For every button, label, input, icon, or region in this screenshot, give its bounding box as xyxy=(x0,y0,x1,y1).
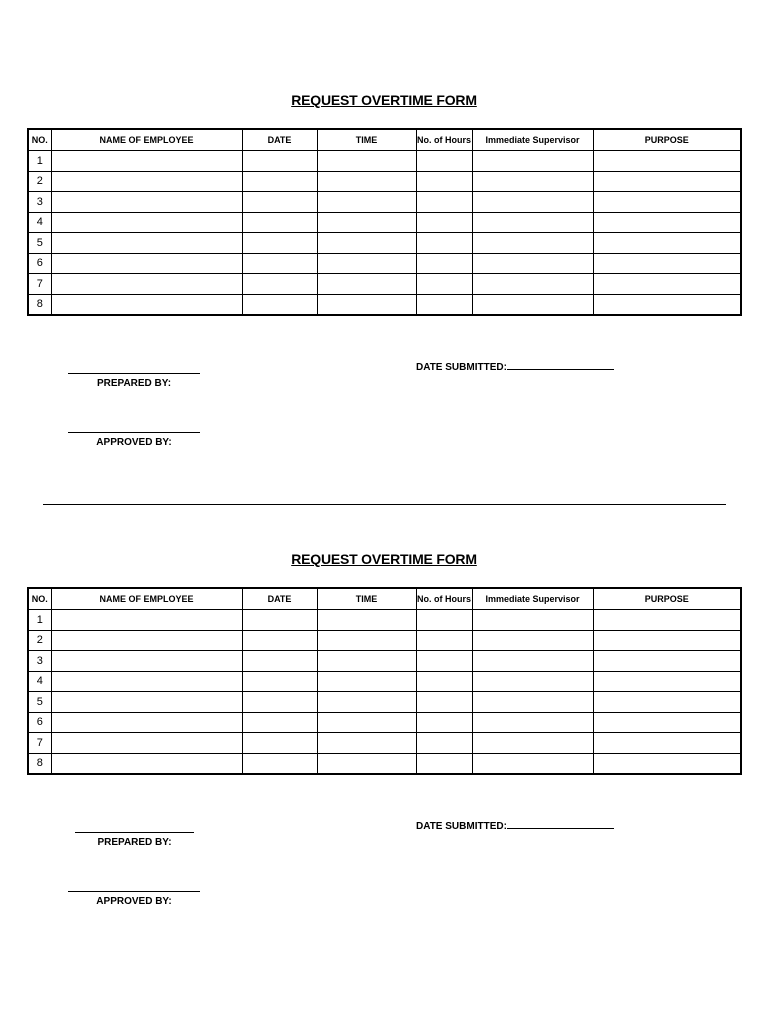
name-cell[interactable] xyxy=(51,712,242,733)
time-cell[interactable] xyxy=(317,753,416,774)
row-number: 2 xyxy=(28,630,51,651)
row-number: 6 xyxy=(28,712,51,733)
purpose-cell[interactable] xyxy=(593,253,741,274)
date-cell[interactable] xyxy=(242,192,317,213)
time-cell[interactable] xyxy=(317,630,416,651)
purpose-cell[interactable] xyxy=(593,733,741,754)
col-header-supervisor: Immediate Supervisor xyxy=(472,588,593,610)
table-row xyxy=(28,671,741,692)
table-row xyxy=(28,712,741,733)
supervisor-cell[interactable] xyxy=(472,274,593,295)
date-cell[interactable] xyxy=(242,692,317,713)
purpose-cell[interactable] xyxy=(593,171,741,192)
row-number: 6 xyxy=(28,253,51,274)
date-submitted-label: DATE SUBMITTED: xyxy=(416,362,507,373)
time-cell[interactable] xyxy=(317,712,416,733)
name-cell[interactable] xyxy=(51,671,242,692)
table-row xyxy=(28,171,741,192)
date-cell[interactable] xyxy=(242,671,317,692)
table-row xyxy=(28,253,741,274)
supervisor-cell[interactable] xyxy=(472,151,593,172)
supervisor-cell[interactable] xyxy=(472,610,593,631)
prepared-by-label: PREPARED BY: xyxy=(97,837,172,848)
supervisor-cell[interactable] xyxy=(472,253,593,274)
date-submitted-line[interactable] xyxy=(507,360,614,370)
table-row xyxy=(28,192,741,213)
hours-cell[interactable] xyxy=(416,610,472,631)
purpose-cell[interactable] xyxy=(593,274,741,295)
hours-cell[interactable] xyxy=(416,651,472,672)
date-submitted-line[interactable] xyxy=(507,819,614,829)
form-title: REQUEST OVERTIME FORM xyxy=(291,92,477,108)
date-cell[interactable] xyxy=(242,610,317,631)
col-header-purpose: PURPOSE xyxy=(593,129,741,151)
row-number: 3 xyxy=(28,192,51,213)
row-number: 1 xyxy=(28,610,51,631)
table-body xyxy=(28,610,741,775)
purpose-cell[interactable] xyxy=(593,671,741,692)
col-header-no: NO. xyxy=(28,129,51,151)
hours-cell[interactable] xyxy=(416,671,472,692)
col-header-name: NAME OF EMPLOYEE xyxy=(51,588,242,610)
supervisor-cell[interactable] xyxy=(472,192,593,213)
purpose-cell[interactable] xyxy=(593,630,741,651)
row-number: 5 xyxy=(28,233,51,254)
approved-by-block xyxy=(68,882,200,907)
table-body xyxy=(28,151,741,316)
purpose-cell[interactable] xyxy=(593,294,741,315)
col-header-time: TIME xyxy=(317,588,416,610)
name-cell[interactable] xyxy=(51,692,242,713)
time-cell[interactable] xyxy=(317,151,416,172)
purpose-cell[interactable] xyxy=(593,610,741,631)
purpose-cell[interactable] xyxy=(593,753,741,774)
date-submitted-label: DATE SUBMITTED: xyxy=(416,821,507,832)
time-cell[interactable] xyxy=(317,274,416,295)
table-row xyxy=(28,274,741,295)
supervisor-cell[interactable] xyxy=(472,171,593,192)
purpose-cell[interactable] xyxy=(593,151,741,172)
time-cell[interactable] xyxy=(317,651,416,672)
hours-cell[interactable] xyxy=(416,692,472,713)
hours-cell[interactable] xyxy=(416,233,472,254)
col-header-time: TIME xyxy=(317,129,416,151)
col-header-name: NAME OF EMPLOYEE xyxy=(51,129,242,151)
row-number: 7 xyxy=(28,733,51,754)
name-cell[interactable] xyxy=(51,192,242,213)
table-row xyxy=(28,630,741,651)
purpose-cell[interactable] xyxy=(593,212,741,233)
supervisor-cell[interactable] xyxy=(472,712,593,733)
table-row xyxy=(28,692,741,713)
supervisor-cell[interactable] xyxy=(472,233,593,254)
supervisor-cell[interactable] xyxy=(472,212,593,233)
supervisor-cell[interactable] xyxy=(472,692,593,713)
row-number: 8 xyxy=(28,294,51,315)
row-number: 5 xyxy=(28,692,51,713)
purpose-cell[interactable] xyxy=(593,651,741,672)
time-cell[interactable] xyxy=(317,733,416,754)
row-number: 4 xyxy=(28,671,51,692)
signature-line[interactable] xyxy=(68,882,200,892)
hours-cell[interactable] xyxy=(416,171,472,192)
hours-cell[interactable] xyxy=(416,253,472,274)
name-cell[interactable] xyxy=(51,274,242,295)
supervisor-cell[interactable] xyxy=(472,753,593,774)
name-cell[interactable] xyxy=(51,294,242,315)
name-cell[interactable] xyxy=(51,630,242,651)
hours-cell[interactable] xyxy=(416,753,472,774)
col-header-date: DATE xyxy=(242,588,317,610)
approved-by-block xyxy=(68,423,200,448)
time-cell[interactable] xyxy=(317,294,416,315)
table-row xyxy=(28,610,741,631)
col-header-purpose: PURPOSE xyxy=(593,588,741,610)
approved-by-label: APPROVED BY: xyxy=(96,437,172,448)
form-title: REQUEST OVERTIME FORM xyxy=(291,551,477,567)
overtime-form-1 xyxy=(0,0,768,448)
time-cell[interactable] xyxy=(317,692,416,713)
name-cell[interactable] xyxy=(51,171,242,192)
name-cell[interactable] xyxy=(51,253,242,274)
name-cell[interactable] xyxy=(51,610,242,631)
time-cell[interactable] xyxy=(317,192,416,213)
row-number: 1 xyxy=(28,151,51,172)
hours-cell[interactable] xyxy=(416,151,472,172)
date-cell[interactable] xyxy=(242,630,317,651)
purpose-cell[interactable] xyxy=(593,712,741,733)
prepared-by-block xyxy=(75,823,194,848)
date-submitted-block xyxy=(416,360,614,373)
col-header-supervisor: Immediate Supervisor xyxy=(472,129,593,151)
hours-cell[interactable] xyxy=(416,712,472,733)
date-cell[interactable] xyxy=(242,253,317,274)
col-header-hours: No. of Hours xyxy=(416,129,472,151)
purpose-cell[interactable] xyxy=(593,692,741,713)
date-cell[interactable] xyxy=(242,151,317,172)
name-cell[interactable] xyxy=(51,753,242,774)
name-cell[interactable] xyxy=(51,733,242,754)
name-cell[interactable] xyxy=(51,212,242,233)
row-number: 3 xyxy=(28,651,51,672)
signature-line[interactable] xyxy=(68,423,200,433)
table-header-row xyxy=(28,588,741,610)
table-header-row xyxy=(28,129,741,151)
hours-cell[interactable] xyxy=(416,630,472,651)
overtime-table xyxy=(27,128,742,316)
hours-cell[interactable] xyxy=(416,192,472,213)
date-cell[interactable] xyxy=(242,712,317,733)
table-row xyxy=(28,151,741,172)
signature-line[interactable] xyxy=(68,364,200,374)
time-cell[interactable] xyxy=(317,212,416,233)
name-cell[interactable] xyxy=(51,151,242,172)
table-row xyxy=(28,294,741,315)
row-number: 7 xyxy=(28,274,51,295)
row-number: 4 xyxy=(28,212,51,233)
table-row xyxy=(28,233,741,254)
overtime-table xyxy=(27,587,742,775)
date-cell[interactable] xyxy=(242,294,317,315)
supervisor-cell[interactable] xyxy=(472,630,593,651)
signature-line[interactable] xyxy=(75,823,194,833)
hours-cell[interactable] xyxy=(416,274,472,295)
date-cell[interactable] xyxy=(242,733,317,754)
name-cell[interactable] xyxy=(51,651,242,672)
table-row xyxy=(28,753,741,774)
date-cell[interactable] xyxy=(242,753,317,774)
date-submitted-block xyxy=(416,819,614,832)
time-cell[interactable] xyxy=(317,253,416,274)
hours-cell[interactable] xyxy=(416,212,472,233)
col-header-date: DATE xyxy=(242,129,317,151)
supervisor-cell[interactable] xyxy=(472,294,593,315)
date-cell[interactable] xyxy=(242,651,317,672)
row-number: 2 xyxy=(28,171,51,192)
prepared-by-block xyxy=(68,364,200,389)
supervisor-cell[interactable] xyxy=(472,671,593,692)
purpose-cell[interactable] xyxy=(593,233,741,254)
col-header-hours: No. of Hours xyxy=(416,588,472,610)
date-cell[interactable] xyxy=(242,233,317,254)
date-cell[interactable] xyxy=(242,212,317,233)
table-row xyxy=(28,212,741,233)
time-cell[interactable] xyxy=(317,233,416,254)
approved-by-label: APPROVED BY: xyxy=(96,896,172,907)
time-cell[interactable] xyxy=(317,671,416,692)
table-row xyxy=(28,733,741,754)
col-header-no: NO. xyxy=(28,588,51,610)
date-cell[interactable] xyxy=(242,274,317,295)
table-row xyxy=(28,651,741,672)
time-cell[interactable] xyxy=(317,610,416,631)
name-cell[interactable] xyxy=(51,233,242,254)
hours-cell[interactable] xyxy=(416,733,472,754)
row-number: 8 xyxy=(28,753,51,774)
date-cell[interactable] xyxy=(242,171,317,192)
time-cell[interactable] xyxy=(317,171,416,192)
overtime-form-2 xyxy=(0,459,768,907)
prepared-by-label: PREPARED BY: xyxy=(96,378,172,389)
supervisor-cell[interactable] xyxy=(472,651,593,672)
supervisor-cell[interactable] xyxy=(472,733,593,754)
purpose-cell[interactable] xyxy=(593,192,741,213)
hours-cell[interactable] xyxy=(416,294,472,315)
